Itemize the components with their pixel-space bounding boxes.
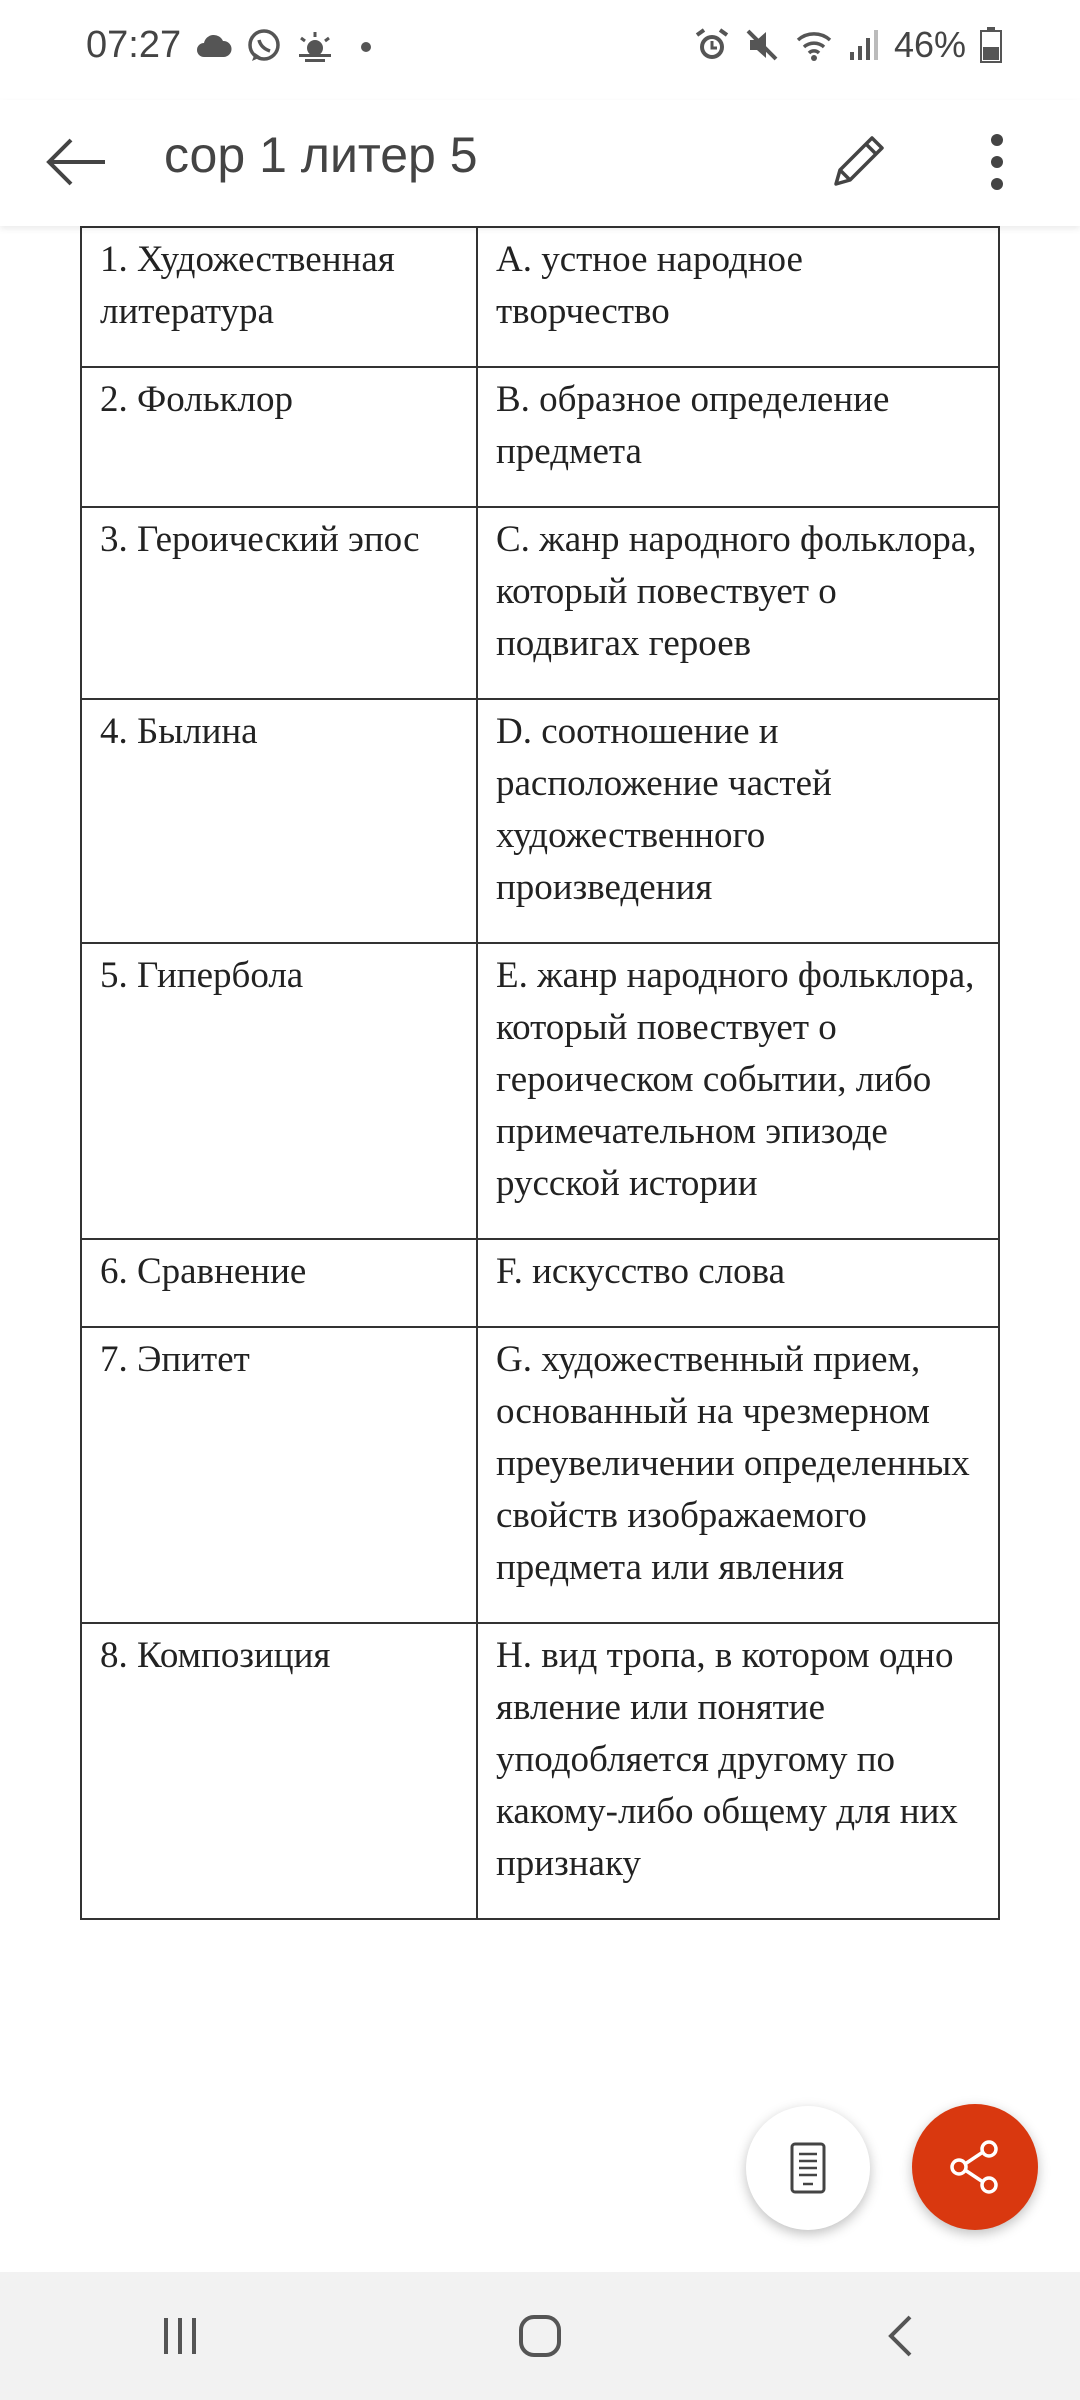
- document-viewer[interactable]: [0, 226, 1080, 2272]
- term-cell: 1. Художественная литература: [81, 227, 477, 367]
- dot-icon: [348, 31, 378, 61]
- system-nav-bar: [0, 2272, 1080, 2400]
- document-icon: [788, 2142, 828, 2194]
- edit-button[interactable]: [816, 120, 900, 204]
- signal-icon: [848, 28, 880, 62]
- definition-cell: D. соотношение и расположение частей художественного произведения: [477, 699, 999, 943]
- table-row: [81, 227, 999, 367]
- term-cell: 6. Сравнение: [81, 1239, 477, 1327]
- page-title: сор 1 литер 5: [164, 127, 478, 183]
- term-cell: 4. Былина: [81, 699, 477, 943]
- app-bar: [0, 100, 1080, 226]
- definition-cell: C. жанр народного фольклора, который повествует о подвигах героев: [477, 507, 999, 699]
- share-icon: [945, 2137, 1005, 2197]
- share-button[interactable]: [912, 2104, 1038, 2230]
- pencil-icon: [828, 132, 888, 192]
- battery-percent: 46%: [893, 24, 966, 65]
- status-time: 07:27: [86, 24, 182, 66]
- definition-cell: F. искусство слова: [477, 1239, 999, 1327]
- term-cell: 5. Гипербола: [81, 943, 477, 1239]
- recent-apps-icon: [160, 2316, 200, 2356]
- battery-icon: [980, 27, 1002, 63]
- status-bar: [0, 0, 1080, 100]
- table-row: [81, 1623, 999, 1919]
- wifi-icon: [794, 28, 834, 62]
- definition-cell: E. жанр народного фольклора, который повествует о героическом событии, либо примечательном эпизоде русской истории: [477, 943, 999, 1239]
- table-row: [81, 367, 999, 507]
- reading-mode-button[interactable]: [746, 2106, 870, 2230]
- definition-cell: G. художественный прием, основанный на чрезмерном преувеличении определенных свойств изображаемого предмета или явления: [477, 1327, 999, 1623]
- matching-table: [80, 226, 1000, 1920]
- mute-icon: [744, 27, 780, 63]
- recent-apps-button[interactable]: [0, 2272, 360, 2400]
- whatsapp-icon: [246, 28, 282, 64]
- term-cell: 2. Фольклор: [81, 367, 477, 507]
- back-arrow-icon: [45, 137, 107, 187]
- term-cell: 8. Композиция: [81, 1623, 477, 1919]
- more-vertical-icon: [989, 134, 1005, 190]
- more-options-button[interactable]: [962, 120, 1032, 204]
- back-button[interactable]: [36, 122, 116, 202]
- term-cell: 7. Эпитет: [81, 1327, 477, 1623]
- cloud-icon: [196, 33, 232, 59]
- nav-back-button[interactable]: [720, 2272, 1080, 2400]
- weather-icon: [296, 30, 334, 62]
- definition-cell: H. вид тропа, в котором одно явление или понятие уподобляется другому по какому-либо общему для них признаку: [477, 1623, 999, 1919]
- table-row: [81, 1239, 999, 1327]
- table-row: [81, 699, 999, 943]
- home-icon: [518, 2314, 562, 2358]
- term-cell: 3. Героический эпос: [81, 507, 477, 699]
- definition-cell: A. устное народное творчество: [477, 227, 999, 367]
- back-icon: [886, 2314, 914, 2358]
- alarm-icon: [694, 27, 730, 63]
- definition-cell: B. образное определение предмета: [477, 367, 999, 507]
- table-row: [81, 1327, 999, 1623]
- home-button[interactable]: [360, 2272, 720, 2400]
- table-row: [81, 943, 999, 1239]
- table-row: [81, 507, 999, 699]
